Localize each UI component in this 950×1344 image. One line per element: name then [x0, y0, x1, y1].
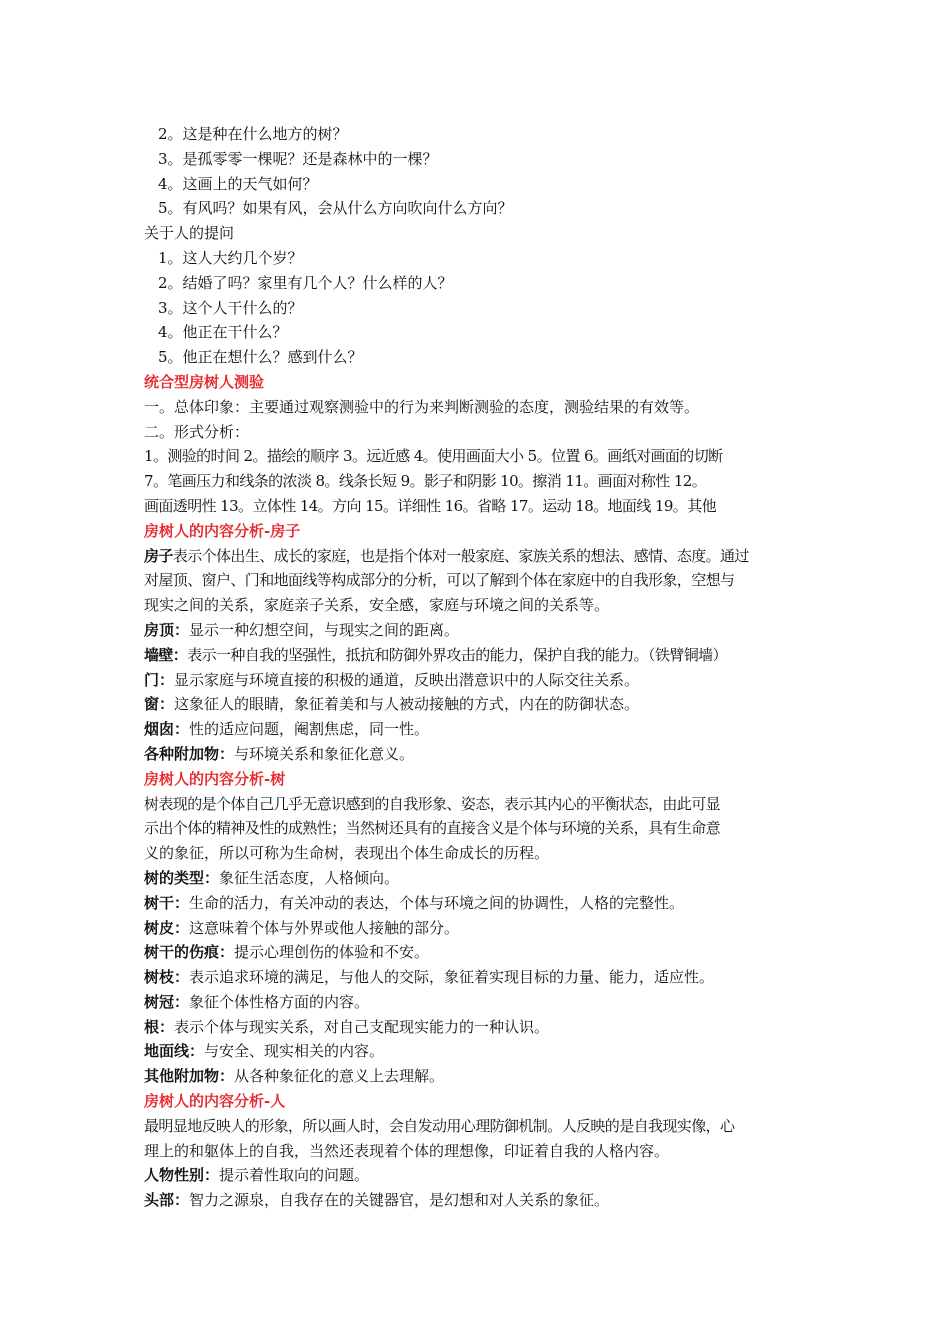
- term: 门：: [144, 670, 175, 689]
- section-title-tree: 房树人的内容分析-树: [144, 769, 286, 788]
- tree-question: 4。这画上的天气如何？: [158, 174, 318, 193]
- term: 其他附加物：: [144, 1067, 235, 1086]
- term: 房子: [144, 546, 173, 565]
- term: 树干的伤痕：: [144, 943, 235, 962]
- tree-question: 3。是孤零零一棵呢？还是森林中的一棵？: [158, 149, 438, 168]
- description: 这意味着个体与外界或他人接触的部分。: [189, 918, 460, 937]
- term: 树的类型：: [144, 868, 220, 887]
- person-question: 4。他正在干什么？: [158, 323, 288, 342]
- house-intro: 现实之间的关系，家庭亲子关系，安全感，家庭与环境之间的关系等。: [144, 596, 610, 615]
- person-intro: 最明显地反映人的形象，所以画人时，会自发动用心理防御机制。人反映的是自我现实像，心: [144, 1116, 735, 1135]
- term: 窗：: [144, 695, 175, 714]
- tree-intro: 树表现的是个体自己几乎无意识感到的自我形象、姿态，表示其内心的平衡状态，由此可显: [144, 794, 721, 813]
- person-questions-heading: 关于人的提问: [144, 224, 235, 243]
- tree-item: [144, 1064, 812, 1089]
- person-intro: 理上的和躯体上的自我，当然还表现着个体的理想像，印证着自我的人格内容。: [144, 1141, 670, 1160]
- overall-impression: 一。总体印象：主要通过观察测验中的行为来判断测验的态度，测验结果的有效等。: [144, 397, 700, 416]
- tree-item: [144, 1015, 812, 1040]
- tree-item: [144, 940, 812, 965]
- description: 性的适应问题，阉割焦虑，同一性。: [189, 720, 430, 739]
- tree-item: [144, 891, 812, 916]
- description: 生命的活力，有关冲动的表达，个体与环境之间的协调性，人格的完整性。: [189, 893, 685, 912]
- person-question: 1。这人大约几个岁？: [158, 248, 303, 267]
- term: 各种附加物：: [144, 744, 235, 763]
- tree-item: [144, 866, 812, 891]
- house-item: [144, 717, 812, 742]
- description: 与安全、现实相关的内容。: [204, 1042, 385, 1061]
- house-item: [144, 643, 812, 668]
- house-intro: 对屋顶、窗户、门和地面线等构成部分的分析，可以了解到个体在家庭中的自我形象，空想与: [144, 571, 735, 590]
- description: 象征生活态度，人格倾向。: [219, 868, 400, 887]
- description: 显示家庭与环境直接的积极的通道，反映出潜意识中的人际交往关系。: [174, 670, 640, 689]
- term: 头部：: [144, 1191, 190, 1210]
- section-title-integrated: 统合型房树人测验: [144, 372, 265, 391]
- term: 根：: [144, 1017, 175, 1036]
- tree-item: [144, 965, 812, 990]
- tree-intro: 示出个体的精神及性的成熟性；当然树还具有的直接含义是个体与环境的关系，具有生命意: [144, 819, 721, 838]
- person-item: [144, 1188, 812, 1213]
- tree-intro: 义的象征，所以可称为生命树，表现出个体生命成长的历程。: [144, 844, 550, 863]
- house-item: [144, 618, 812, 643]
- person-question: 5。他正在想什么？感到什么？: [158, 348, 363, 367]
- description: 这象征人的眼睛，象征着美和与人被动接触的方式，内在的防御状态。: [174, 695, 640, 714]
- form-analysis-heading: 二。形式分析：: [144, 422, 250, 441]
- description: 从各种象征化的意义上去理解。: [234, 1067, 445, 1086]
- description: 智力之源泉，自我存在的关键器官，是幻想和对人关系的象征。: [189, 1191, 610, 1210]
- section-title-house: 房树人的内容分析-房子: [144, 521, 301, 540]
- term: 树干：: [144, 893, 190, 912]
- tree-question: 2。这是种在什么地方的树？: [158, 125, 348, 143]
- house-item: [144, 692, 812, 717]
- tree-question: 5。有风吗？如果有风，会从什么方向吹向什么方向？: [158, 199, 513, 218]
- description: 提示心理创伤的体验和不安。: [234, 943, 430, 962]
- description: 提示着性取向的问题。: [219, 1166, 370, 1185]
- term: 地面线：: [144, 1042, 205, 1061]
- term: 烟囱：: [144, 720, 190, 739]
- tree-item: [144, 916, 812, 941]
- term: 墙壁：: [144, 645, 188, 664]
- description: 象征个体性格方面的内容。: [189, 992, 370, 1011]
- description: 表示追求环境的满足，与他人的交际，象征着实现目标的力量、能力，适应性。: [189, 968, 715, 987]
- form-analysis-line: 画面透明性 13。立体性 14。方向 15。详细性 16。省略 17。运动 18。地面线 19。其他: [144, 496, 716, 515]
- section-title-person: 房树人的内容分析-人: [144, 1092, 286, 1111]
- description: 表示一种自我的坚强性，抵抗和防御外界攻击的能力，保护自我的能力。（铁臂铜墙）: [187, 645, 727, 664]
- description: 与环境关系和象征化意义。: [234, 744, 415, 763]
- term: 树冠：: [144, 992, 190, 1011]
- house-item: [144, 668, 812, 693]
- description: 显示一种幻想空间，与现实之间的距离。: [189, 620, 460, 639]
- tree-item: [144, 990, 812, 1015]
- person-item: [144, 1163, 812, 1188]
- term: 房顶：: [144, 620, 190, 639]
- house-item: [144, 742, 812, 767]
- document-page: [144, 122, 812, 1213]
- form-analysis-line: 7。笔画压力和线条的浓淡 8。线条长短 9。影子和阴影 10。擦消 11。画面对称性 12。: [144, 472, 707, 491]
- tree-item: [144, 1039, 812, 1064]
- person-question: 3。这个人干什么的？: [158, 298, 303, 317]
- house-intro: [144, 544, 812, 569]
- description: 表示个体与现实关系，对自己支配现实能力的一种认识。: [174, 1017, 550, 1036]
- term: 人物性别：: [144, 1166, 220, 1185]
- form-analysis-line: 1。测验的时间 2。描绘的顺序 3。远近感 4。使用画面大小 5。位置 6。画纸对画面的切断: [144, 447, 723, 466]
- term: 树枝：: [144, 968, 190, 987]
- term: 树皮：: [144, 918, 190, 937]
- paragraph-text: 表示个体出生、成长的家庭，也是指个体对一般家庭、家族关系的想法、感情、态度。通过: [172, 546, 749, 565]
- person-question: 2。结婚了吗？家里有几个人？什么样的人？: [158, 273, 453, 292]
